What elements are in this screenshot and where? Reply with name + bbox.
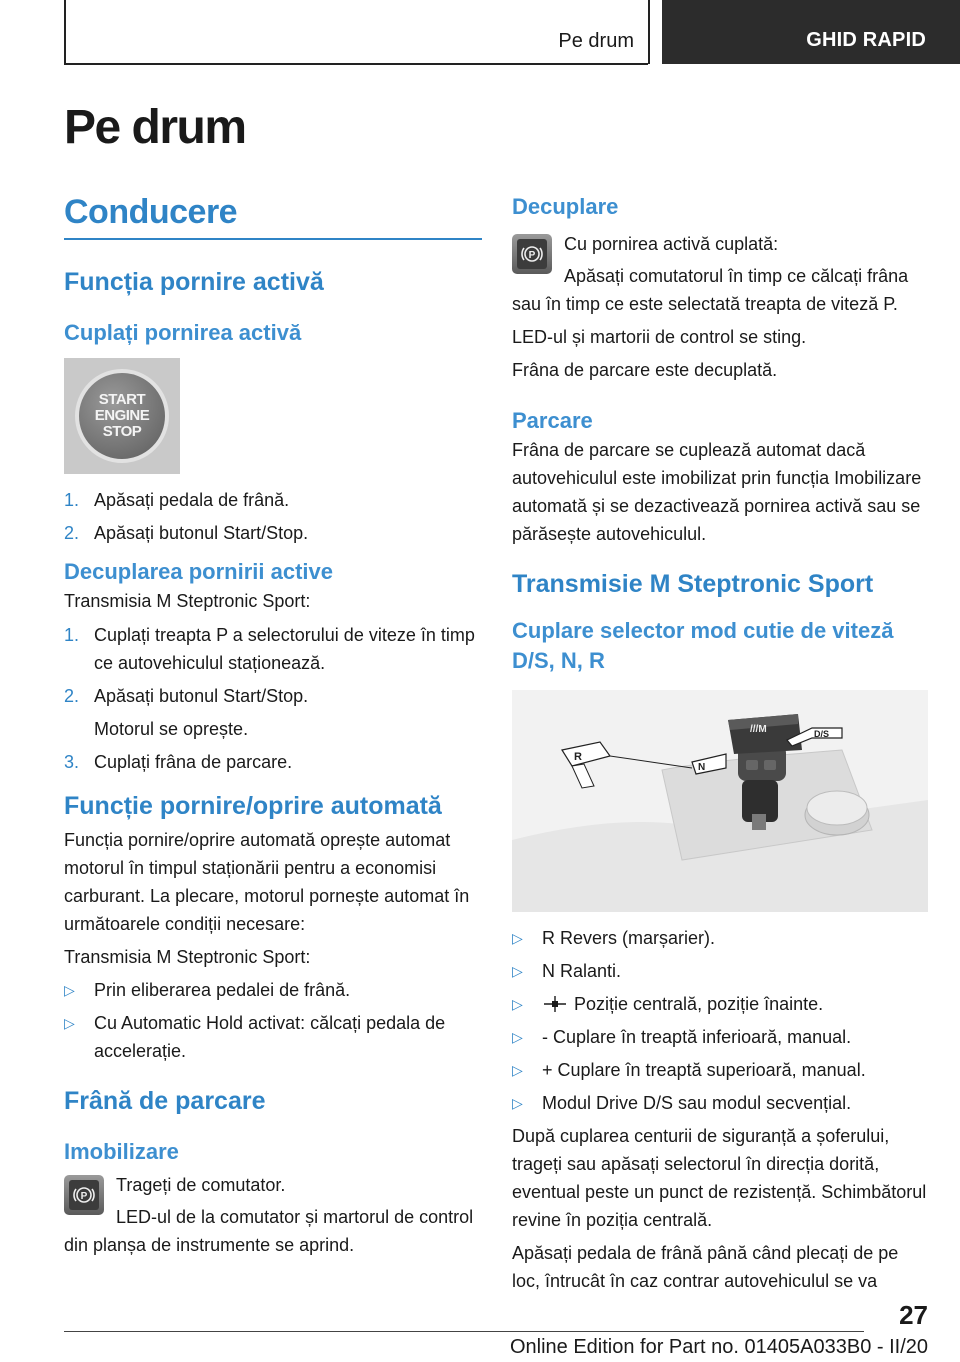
step-sub-text: Motorul se oprește.: [94, 719, 249, 739]
decuplare-line-2: Apăsați comutatorul în timp ce călcați frâna sau în timp ce este selectată treapta de viteză P.: [512, 266, 909, 314]
start-btn-text-3: STOP: [102, 423, 142, 440]
header-divider: [648, 0, 650, 64]
gear-selector-image: [512, 690, 928, 912]
list-item: ▷ R Revers (marșarier).: [512, 924, 928, 952]
heading-functie-pornire-oprire: Funcție pornire/oprire automată: [64, 792, 442, 820]
left-column: [64, 190, 482, 1259]
heading-rule: [64, 238, 482, 240]
decuplare-led-text: LED-ul și martorii de control se sting.: [512, 327, 807, 347]
triangle-bullet-icon: ▷: [512, 1029, 523, 1045]
heading-decuplare: Decuplare: [512, 194, 619, 219]
header-tab-ghid-rapid[interactable]: GHID RAPID: [662, 0, 960, 64]
after-bullets-paragraph-1: După cuplarea centurii de siguranță a șoferului, trageți sau apăsați selectorul în direcția dorită, eventual peste un punct de rezistență. Schimbătorul revine în poziția centrală.: [512, 1126, 927, 1230]
header-section-label: Pe drum: [558, 30, 634, 52]
start-engine-stop-image: [64, 358, 180, 474]
list-item: 1. Cuplați treapta P a selectorului de viteze în timp ce autovehiculul staționează.: [64, 625, 475, 673]
triangle-bullet-icon: ▷: [512, 930, 523, 946]
triangle-bullet-icon: ▷: [512, 963, 523, 979]
imobilizare-block: [64, 1171, 482, 1259]
list-item: ▷ - Cuplare în treaptă inferioară, manual.: [512, 1023, 928, 1051]
header-frame-bottom: [64, 63, 648, 65]
transmisia-label-1: Transmisia M Steptronic Sport:: [64, 591, 311, 611]
heading-conducere: Conducere: [64, 193, 238, 231]
gear-label-ds: D/S: [814, 729, 830, 739]
bullets-gear-positions: [512, 924, 928, 1117]
parking-brake-icon: [64, 1175, 104, 1215]
start-engine-stop-button-icon: [75, 369, 169, 463]
heading-functia-pornire-activa: Funcția pornire activă: [64, 268, 324, 296]
after-bullets-paragraph-2: Apăsați pedala de frână până când plecați de pe loc, întrucât în caz contrar autovehiculul se va: [512, 1243, 899, 1291]
page-title: Pe drum: [64, 101, 246, 154]
page-number: 27: [899, 1300, 928, 1330]
start-btn-text-2: ENGINE: [94, 407, 150, 424]
heading-frana-de-parcare: Frână de parcare: [64, 1087, 266, 1115]
decuplare-result-text: Frâna de parcare este decuplată.: [512, 360, 778, 380]
list-item: ▷ Prin eliberarea pedalei de frână.: [64, 976, 482, 1004]
gear-label-n: N: [698, 762, 706, 773]
center-position-icon: [542, 995, 568, 1013]
svg-text:P: P: [528, 250, 536, 261]
heading-imobilizare: Imobilizare: [64, 1139, 179, 1164]
decuplare-block: [512, 230, 928, 318]
list-item: ▷ Modul Drive D/S sau modul secvențial.: [512, 1089, 928, 1117]
svg-text:///M: ///M: [750, 724, 767, 735]
heading-cuplati-pornirea: Cuplați pornirea activă: [64, 320, 302, 345]
heading-decuplarea-pornirii: Decuplarea pornirii active: [64, 559, 333, 584]
auto-start-stop-text: Funcția pornire/oprire automată oprește automat motorul în timpul staționării pentru a economisi carburant. La plecare, motorul pornește automat în următoarele condiții necesare:: [64, 830, 470, 934]
triangle-bullet-icon: ▷: [512, 996, 523, 1012]
steps-cuplare: [64, 486, 482, 547]
header-frame-left: [64, 0, 66, 64]
list-item: ▷ Poziție centrală, poziție înainte.: [512, 990, 928, 1018]
imobilizare-line-1: Trageți de comutator.: [116, 1175, 286, 1195]
list-item: 3. Cuplați frâna de parcare.: [64, 752, 293, 772]
gear-label-r: R: [574, 751, 582, 763]
list-item: ▷ Cu Automatic Hold activat: călcați pedala de accelerație.: [64, 1009, 482, 1065]
triangle-bullet-icon: ▷: [512, 1062, 523, 1078]
triangle-bullet-icon: ▷: [512, 1095, 523, 1111]
list-item: 2. Apăsați butonul Start/Stop. Motorul se oprește.: [64, 682, 482, 743]
list-item: 1. Apăsați pedala de frână.: [64, 490, 290, 510]
imobilizare-line-2: LED-ul de la comutator și martorul de control din planșa de instrumente se aprind.: [64, 1207, 474, 1255]
steps-decuplare: [64, 621, 482, 776]
parking-brake-icon: [512, 234, 552, 274]
right-column: [512, 190, 928, 1295]
bullets-auto-start: [64, 976, 482, 1065]
triangle-bullet-icon: ▷: [64, 982, 75, 998]
decuplare-line-1: Cu pornirea activă cuplată:: [564, 234, 779, 254]
footer-edition-text: Online Edition for Part no. 01405A033B0 - II/20: [509, 1336, 928, 1358]
heading-transmisie-steptronic: Transmisie M Steptronic Sport: [512, 570, 874, 598]
list-item: ▷ N Ralanti.: [512, 957, 928, 985]
svg-text:P: P: [80, 1191, 88, 1202]
list-item: ▷ + Cuplare în treaptă superioară, manual.: [512, 1056, 928, 1084]
heading-cuplare-selector: Cuplare selector mod cutie de viteză D/S, N, R: [512, 618, 894, 673]
heading-parcare: Parcare: [512, 408, 593, 433]
start-btn-text-1: START: [98, 391, 146, 408]
parcare-text: Frâna de parcare se cuplează automat dacă autovehiculul este imobilizat prin funcția Imobilizare automată și se dezactivează pornirea activă sau se părăsește autovehiculul.: [512, 440, 922, 544]
footer-rule: [64, 1331, 864, 1332]
transmisia-label-2: Transmisia M Steptronic Sport:: [64, 947, 311, 967]
list-item: 2. Apăsați butonul Start/Stop.: [64, 523, 309, 543]
triangle-bullet-icon: ▷: [64, 1015, 75, 1031]
